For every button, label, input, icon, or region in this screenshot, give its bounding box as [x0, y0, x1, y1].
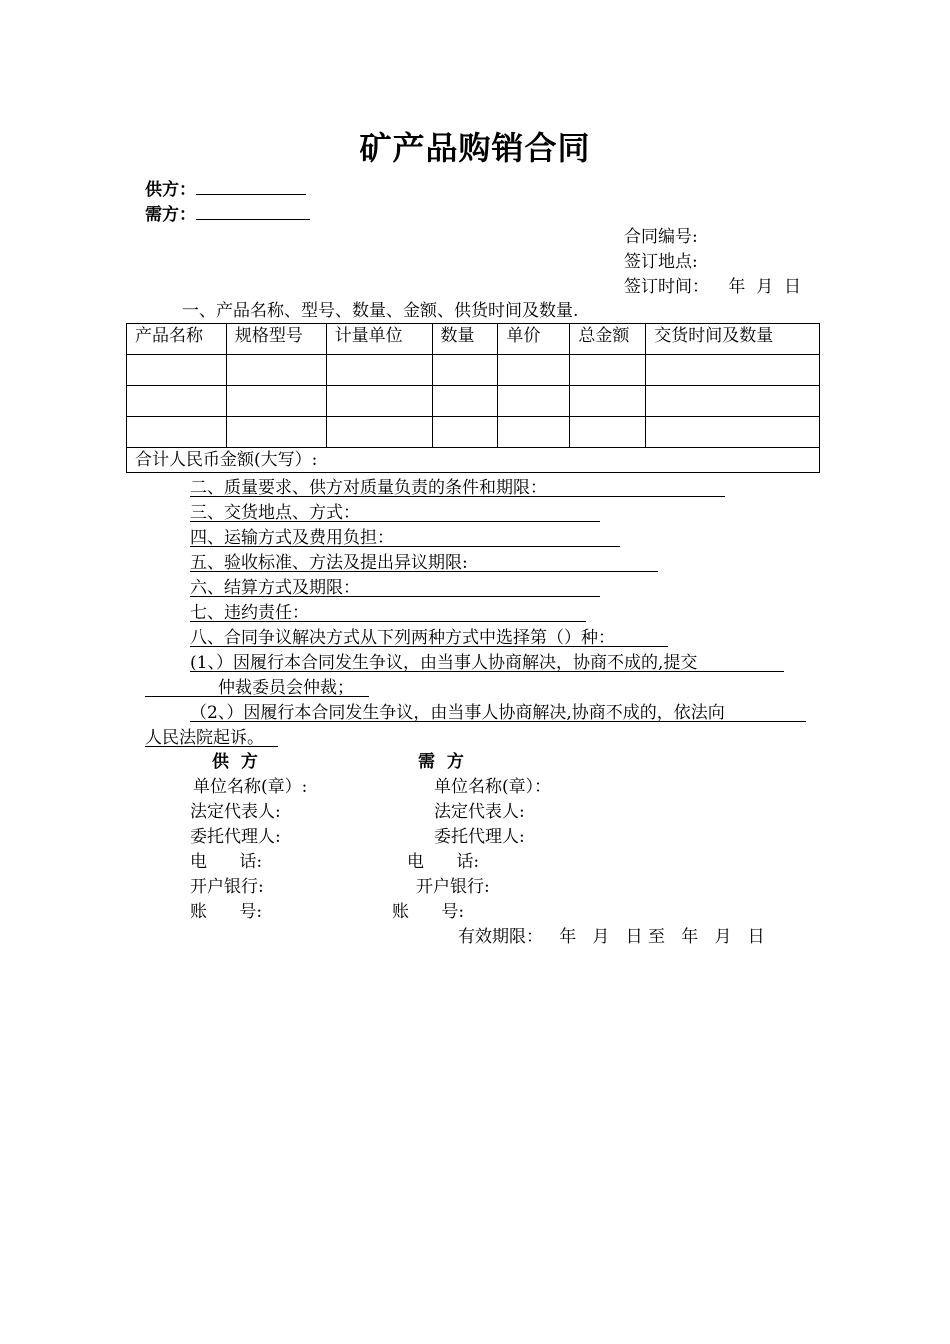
clause-dispute-line — [190, 646, 668, 647]
supplier-label: 供方： — [145, 180, 196, 200]
table-cell[interactable] — [432, 386, 498, 417]
table-cell[interactable] — [570, 355, 646, 386]
sign-date: 年 月 日 — [728, 277, 802, 297]
supplier-agent: 委托代理人: — [190, 827, 281, 847]
table-cell[interactable] — [127, 355, 227, 386]
table-cell[interactable] — [432, 355, 498, 386]
table-row — [127, 386, 820, 417]
clause-dispute: 八、合同争议解决方式从下列两种方式中选择第（）种： — [190, 628, 615, 648]
section-1-heading: 一、产品名称、型号、数量、金额、供货时间及数量. — [182, 301, 579, 321]
table-cell[interactable] — [326, 386, 432, 417]
supplier-legal-rep: 法定代表人: — [190, 802, 281, 822]
contract-number: 合同编号: — [624, 227, 698, 247]
dispute-option-1-cont: 仲裁委员会仲裁； — [218, 678, 354, 698]
table-cell[interactable] — [226, 386, 326, 417]
validity-period: 有效期限： 年 月 日 至 年 月 日 — [458, 927, 765, 947]
table-total-row — [127, 448, 820, 473]
clause-settlement: 六、结算方式及期限： — [190, 578, 360, 598]
buyer-agent: 委托代理人: — [434, 827, 525, 847]
clause-quality-line — [190, 496, 725, 497]
supplier-unit-name: 单位名称(章）: — [193, 777, 308, 797]
header-unit: 计量单位 — [326, 324, 432, 355]
table-header-row — [127, 324, 820, 355]
supplier-phone: 电 话: — [190, 852, 263, 872]
clause-acceptance: 五、验收标准、方法及提出异议期限: — [190, 553, 468, 573]
table-cell[interactable] — [432, 417, 498, 448]
sign-time — [624, 276, 801, 298]
table-cell[interactable] — [226, 417, 326, 448]
buyer-label: 需方： — [145, 205, 196, 225]
buyer-account: 账 号: — [392, 902, 465, 922]
buyer-party — [145, 203, 310, 226]
table-cell[interactable] — [498, 386, 570, 417]
table-cell[interactable] — [498, 417, 570, 448]
sign-place: 签订地点: — [624, 252, 698, 272]
clause-quality: 二、质量要求、供方对质量负责的条件和期限： — [190, 478, 547, 498]
buyer-heading: 需 方 — [418, 752, 464, 772]
clause-delivery-line — [190, 521, 600, 522]
table-cell[interactable] — [127, 386, 227, 417]
dispute-option-2-cont-line — [145, 746, 278, 747]
clause-liability-line — [190, 621, 586, 622]
table-cell[interactable] — [326, 355, 432, 386]
buyer-bank: 开户银行: — [416, 877, 490, 897]
table-cell[interactable] — [127, 417, 227, 448]
clause-settlement-line — [190, 596, 600, 597]
clause-liability: 七、违约责任： — [190, 603, 309, 623]
sign-time-label: 签订时间： — [624, 277, 709, 297]
header-total-amount: 总金额 — [570, 324, 646, 355]
dispute-option-2: （2、）因履行本合同发生争议，由当事人协商解决,协商不成的，依法向 — [190, 703, 725, 723]
dispute-option-1-cont-line — [145, 696, 369, 697]
supplier-blank[interactable] — [196, 178, 306, 195]
supplier-heading: 供 方 — [212, 752, 258, 772]
header-unit-price: 单价 — [498, 324, 570, 355]
table-cell[interactable] — [570, 417, 646, 448]
clause-acceptance-line — [190, 571, 658, 572]
supplier-party — [145, 178, 306, 201]
table-cell[interactable] — [646, 386, 820, 417]
table-row — [127, 355, 820, 386]
product-table — [126, 323, 820, 473]
table-cell[interactable] — [646, 417, 820, 448]
clause-transport: 四、运输方式及费用负担： — [190, 528, 394, 548]
supplier-bank: 开户银行: — [190, 877, 264, 897]
dispute-option-2-line — [190, 721, 806, 722]
table-cell[interactable] — [226, 355, 326, 386]
table-cell[interactable] — [326, 417, 432, 448]
buyer-phone: 电 话: — [407, 852, 480, 872]
clause-delivery: 三、交货地点、方式： — [190, 503, 360, 523]
header-quantity: 数量 — [432, 324, 498, 355]
header-spec-model: 规格型号 — [226, 324, 326, 355]
total-amount-label: 合计人民币金额(大写）: — [127, 448, 820, 473]
table-cell[interactable] — [498, 355, 570, 386]
table-row — [127, 417, 820, 448]
buyer-legal-rep: 法定代表人: — [434, 802, 525, 822]
table-cell[interactable] — [570, 386, 646, 417]
dispute-option-2-cont: 人民法院起诉。 — [145, 728, 264, 748]
table-cell[interactable] — [646, 355, 820, 386]
dispute-option-1: (1、）因履行本合同发生争议，由当事人协商解决，协商不成的,提交 — [190, 653, 698, 673]
supplier-account: 账 号: — [190, 902, 263, 922]
dispute-option-1-line — [190, 671, 784, 672]
clause-transport-line — [190, 546, 620, 547]
buyer-unit-name: 单位名称(章）： — [434, 777, 552, 797]
header-delivery: 交货时间及数量 — [646, 324, 820, 355]
document-title: 矿产品购销合同 — [359, 129, 591, 167]
header-product-name: 产品名称 — [127, 324, 227, 355]
buyer-blank[interactable] — [196, 203, 310, 220]
